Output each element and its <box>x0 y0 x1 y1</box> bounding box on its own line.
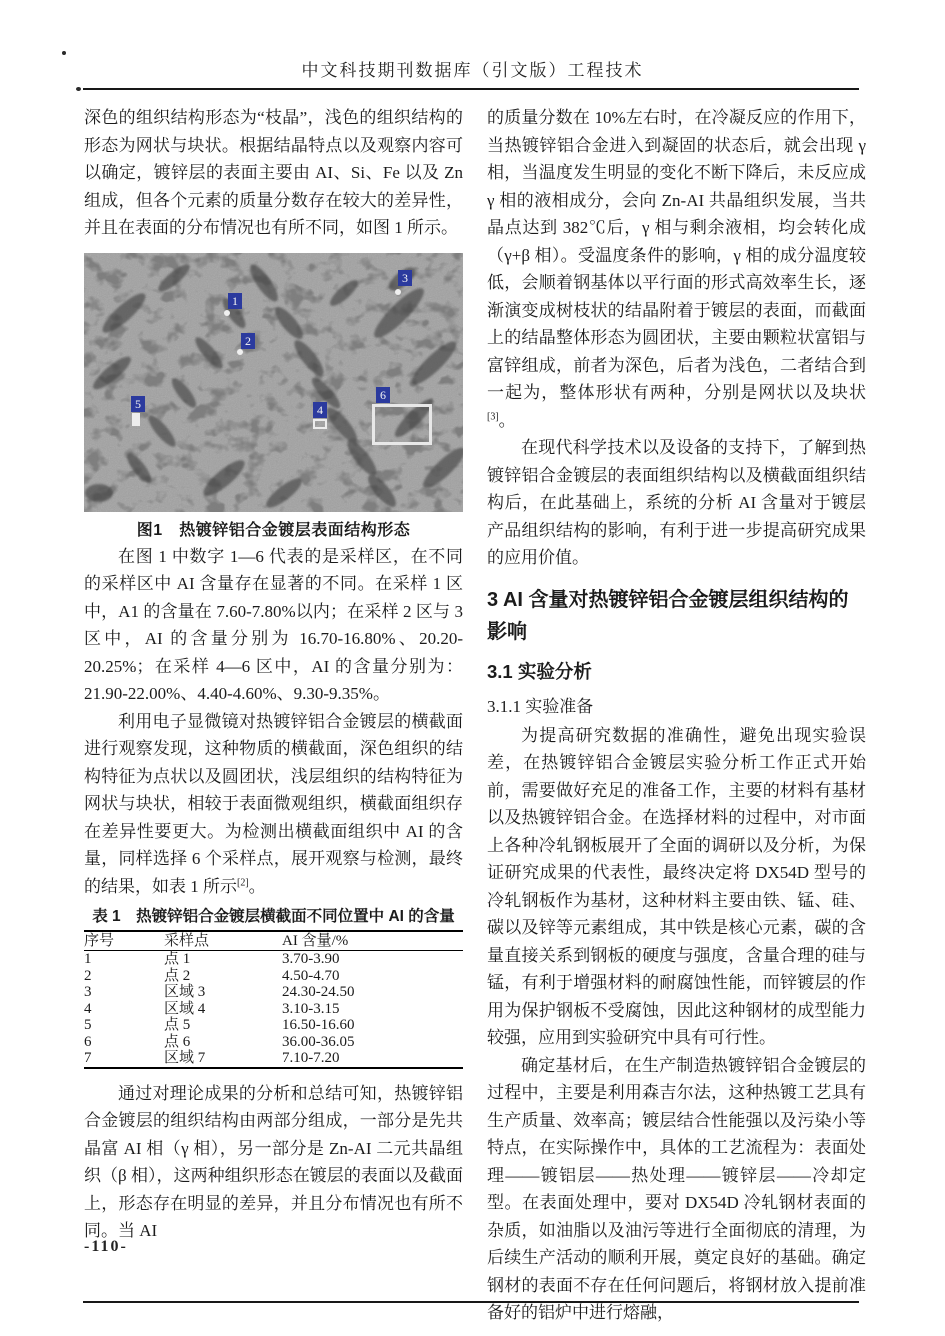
right-column <box>487 104 866 1327</box>
cell-seq: 6 <box>84 1033 92 1050</box>
cell-al-content: 4.50-4.70 <box>282 967 340 984</box>
body-paragraph: 通过对理论成果的分析和总结可知，热镀锌铝合金镀层的组织结构由两部分组成，一部分是先共晶富 AI 相（γ 相），另一部分是 Zn-AI 二元共晶组织（β 相），这两种组织形态在镀层的表面以及截面上，形态存在明显的差异，并且分布情况也有所不同。当 AI <box>84 1083 463 1240</box>
sampling-area-box <box>132 413 140 426</box>
cell-seq: 7 <box>84 1050 92 1066</box>
sampling-point-dot <box>224 310 230 316</box>
micrograph-texture <box>84 253 463 512</box>
cell-sample: 点 5 <box>164 1017 191 1033</box>
sampling-point-dot <box>237 349 243 355</box>
paragraph-text: 的质量分数在 10%左右时，在冷凝反应的作用下，当热镀锌铝合金进入到凝固的状态后，就会出现 γ 相，当温度发生明显的变化不断下降后，未反应成 γ 相的液相成分，会向 Zn-AI 共晶组织发展，当共晶点达到 382℃后，γ 相与剩余液相，均会转化成（γ+β 相）。受温度条件的影响，γ 相的成分温度较低，会顺着钢基体以平行面的形式高效率生长，逐渐演变成树枝状的结晶附着于镀层的表面，而截面上的结晶整体形态为圆团状，主要由颗粒状富铝与富锌组成，前者为深色，后者为浅色，二者结合到一起为，整体形状有两种，分别是网状以及块状 <box>487 108 866 402</box>
header-rule <box>83 88 859 90</box>
scan-artifact-speck <box>76 87 81 91</box>
citation-superscript: [3] <box>487 410 499 422</box>
sampling-region-marker: 3 <box>398 270 412 286</box>
table-row <box>84 951 463 968</box>
table-row <box>84 984 463 1001</box>
cell-seq: 5 <box>84 1017 92 1033</box>
left-column <box>84 104 463 1245</box>
sampling-point-dot <box>395 289 401 295</box>
body-paragraph: 确定基材后，在生产制造热镀锌铝合金镀层的过程中，主要是利用森吉尔法，这种热镀工艺具有生产质量、效率高；镀层结合性能强以及污染小等特点，在实际操作中，具体的工艺流程为：表面处理——镀铝层——热处理——镀锌层——冷却定型。在表面处理中，要对 DX54D 冷轧钢材表面的杂质，如油脂以及油污等进行全面彻底的清理，为后续生产活动的顺利开展，奠定良好的基础。确定钢材的表面不存在任何问题后，将钢材放入提前准备好的铝炉中进行熔融， <box>487 1055 866 1322</box>
cell-al-content: 24.30-24.50 <box>282 984 355 1000</box>
section-heading-3: 3 AI 含量对热镀锌铝合金镀层组织结构的影响 <box>487 588 849 643</box>
section-heading-3-1-1: 3.1.1 实验准备 <box>487 696 594 716</box>
footer-rule <box>83 1301 859 1303</box>
table1-caption: 表 1 热镀锌铝合金镀层横截面不同位置中 AI 的含量 <box>92 908 455 925</box>
cell-sample: 区域 3 <box>164 984 206 1000</box>
figure1-micrograph <box>84 253 463 512</box>
table1-al-content <box>84 930 463 1069</box>
sampling-region-marker: 2 <box>241 333 255 349</box>
figure1-caption: 图1 热镀锌铝合金镀层表面结构形态 <box>136 521 411 539</box>
cell-seq: 3 <box>84 984 92 1000</box>
journal-header-title: 中文科技期刊数据库（引文版）工程技术 <box>301 61 644 80</box>
body-paragraph: 深色的组织结构形态为“枝晶”，浅色的组织结构的形态为网状与块状。根据结晶特点以及观察内容可以确定，镀锌层的表面主要由 AI、Si、Fe 以及 Zn 组成，但各个元素的质量分数存在较大的差异性，并且在表面的分布情况也有所不同，如图 1 所示。 <box>84 108 463 237</box>
cell-al-content: 36.00-36.05 <box>282 1033 355 1050</box>
page-number: -110- <box>84 1238 128 1255</box>
body-paragraph <box>487 104 866 434</box>
citation-superscript: [2] <box>237 876 249 888</box>
paragraph-text: 。 <box>248 876 266 896</box>
section-heading-3-1: 3.1 实验分析 <box>487 660 592 682</box>
sampling-area-box <box>372 404 432 445</box>
table-row <box>84 1034 463 1051</box>
paragraph-text: 利用电子显微镜对热镀锌铝合金镀层的横截面进行观察发现，这种物质的横截面，深色组织的结构特征为点状以及圆团状，浅层组织的结构特征为网状与块状，相较于表面微观组织，横截面组织存在差异性要更大。为检测出横截面组织中 AI 的含量，同样选择 6 个采样点，展开观察与检测，最终的结果，如表 1 所示 <box>84 711 463 896</box>
cell-al-content: 3.70-3.90 <box>282 951 340 967</box>
table-header-row <box>84 931 463 951</box>
cell-sample: 点 6 <box>164 1033 191 1050</box>
scan-artifact-speck <box>62 51 66 55</box>
cell-seq: 4 <box>84 1000 92 1017</box>
column-header: 序号 <box>84 931 164 951</box>
cell-sample: 区域 4 <box>164 1000 206 1017</box>
table-row <box>84 1017 463 1034</box>
cell-sample: 点 2 <box>164 967 191 984</box>
cell-al-content: 16.50-16.60 <box>282 1017 355 1033</box>
sampling-region-marker: 5 <box>131 396 145 412</box>
column-header: 采样点 <box>164 931 282 951</box>
cell-sample: 点 1 <box>164 951 191 967</box>
cell-al-content: 7.10-7.20 <box>282 1050 340 1066</box>
cell-sample: 区域 7 <box>164 1050 206 1066</box>
sampling-region-marker: 1 <box>228 293 242 309</box>
body-paragraph: 在图 1 中数字 1—6 代表的是采样区，在不同的采样区中 AI 含量存在显著的不同。在采样 1 区中，A1 的含量在 7.60-7.80%以内；在采样 2 区与 3 区中，AI 的含量分别为 16.70-16.80%、20.20-20.25%；在采样 4—6 区中，AI 的含量分别为：21.90-22.00%、4.40-4.60%、9.30-9.35%。 <box>84 546 463 703</box>
table-row <box>84 968 463 985</box>
table-row <box>84 1050 463 1068</box>
body-paragraph <box>84 708 463 901</box>
paragraph-text: 。 <box>498 410 516 430</box>
cell-seq: 1 <box>84 951 92 967</box>
column-header: AI 含量/% <box>282 931 463 951</box>
body-paragraph: 在现代科学技术以及设备的支持下，了解到热镀锌铝合金镀层的表面组织结构以及横截面组织结构后，在此基础上，系统的分析 AI 含量对于镀层产品组织结构的影响，有利于进一步提高研究成果的应用价值。 <box>487 438 866 567</box>
cell-al-content: 3.10-3.15 <box>282 1000 340 1017</box>
table-row <box>84 1001 463 1018</box>
sampling-region-marker: 6 <box>376 387 390 403</box>
cell-seq: 2 <box>84 967 92 984</box>
body-paragraph: 为提高研究数据的准确性，避免出现实验误差，在热镀锌铝合金镀层实验分析工作正式开始前，需要做好充足的准备工作，主要的材料有基材以及热镀锌铝合金。在选择材料的过程中，对市面上各种冷轧钢板展开了全面的调研以及分析，为保证研究成果的代表性，最终决定将 DX54D 型号的冷轧钢板作为基材，这种材料主要由铁、锰、硅、碳以及锌等元素组成，其中铁是核心元素，碳的含量直接关系到钢板的硬度与强度，含量合理的硅与锰，有利于增强材料的耐腐蚀性能，而锌镀层的作用为保护钢板不受腐蚀，因此这种钢材的成型能力较强，应用到实验研究中具有可行性。 <box>487 725 866 1047</box>
sampling-area-box <box>313 419 327 429</box>
sampling-region-marker: 4 <box>313 402 327 418</box>
